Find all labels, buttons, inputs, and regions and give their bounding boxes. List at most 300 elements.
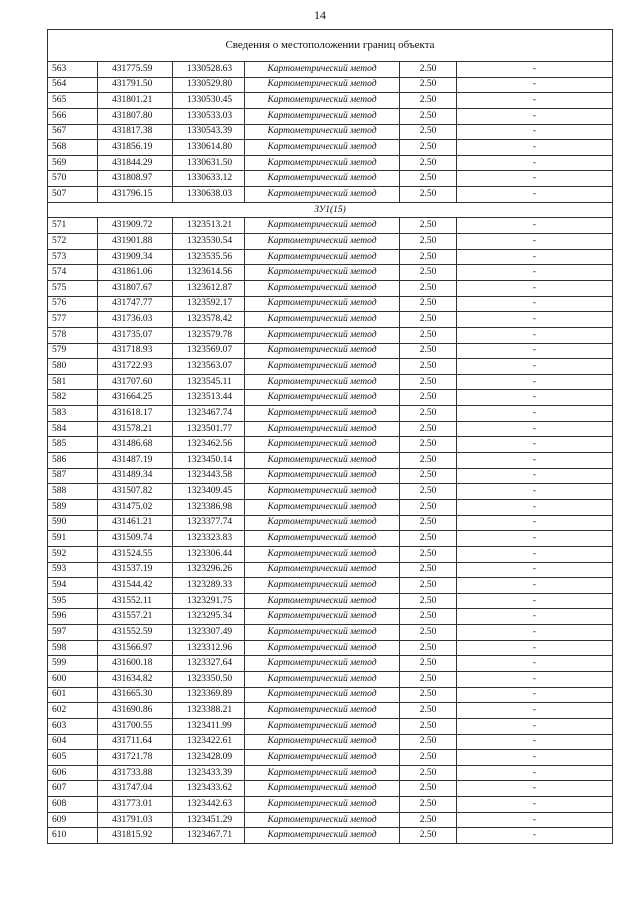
note-cell: - bbox=[457, 124, 613, 140]
point-number: 586 bbox=[48, 453, 98, 469]
table-row bbox=[48, 515, 613, 531]
method-cell: Картометрический метод bbox=[245, 343, 400, 359]
method-cell: Картометрический метод bbox=[245, 265, 400, 281]
y-coordinate: 1323369.89 bbox=[173, 687, 245, 703]
accuracy-cell: 2.50 bbox=[400, 155, 457, 171]
method-cell: Картометрический метод bbox=[245, 734, 400, 750]
y-coordinate: 1330530.45 bbox=[173, 93, 245, 109]
note-cell: - bbox=[457, 656, 613, 672]
accuracy-cell: 2.50 bbox=[400, 765, 457, 781]
note-cell: - bbox=[457, 734, 613, 750]
table-row bbox=[48, 406, 613, 422]
point-number: 572 bbox=[48, 234, 98, 250]
x-coordinate: 431509.74 bbox=[98, 531, 173, 547]
accuracy-cell: 2.50 bbox=[400, 687, 457, 703]
section-row bbox=[48, 202, 613, 218]
method-cell: Картометрический метод bbox=[245, 453, 400, 469]
accuracy-cell: 2.50 bbox=[400, 718, 457, 734]
method-cell: Картометрический метод bbox=[245, 718, 400, 734]
table-row bbox=[48, 234, 613, 250]
table-row bbox=[48, 421, 613, 437]
method-cell: Картометрический метод bbox=[245, 797, 400, 813]
table-row bbox=[48, 671, 613, 687]
y-coordinate: 1323289.33 bbox=[173, 578, 245, 594]
point-number: 507 bbox=[48, 187, 98, 203]
point-number: 585 bbox=[48, 437, 98, 453]
method-cell: Картометрический метод bbox=[245, 828, 400, 844]
point-number: 602 bbox=[48, 703, 98, 719]
note-cell: - bbox=[457, 781, 613, 797]
x-coordinate: 431796.15 bbox=[98, 187, 173, 203]
table-row bbox=[48, 828, 613, 844]
point-number: 576 bbox=[48, 296, 98, 312]
note-cell: - bbox=[457, 265, 613, 281]
method-cell: Картометрический метод bbox=[245, 531, 400, 547]
y-coordinate: 1323467.71 bbox=[173, 828, 245, 844]
method-cell: Картометрический метод bbox=[245, 671, 400, 687]
note-cell: - bbox=[457, 140, 613, 156]
x-coordinate: 431736.03 bbox=[98, 312, 173, 328]
point-number: 563 bbox=[48, 62, 98, 78]
table-row bbox=[48, 812, 613, 828]
page-number: 14 bbox=[314, 8, 326, 22]
accuracy-cell: 2.50 bbox=[400, 359, 457, 375]
y-coordinate: 1330638.03 bbox=[173, 187, 245, 203]
x-coordinate: 431537.19 bbox=[98, 562, 173, 578]
table-row bbox=[48, 93, 613, 109]
x-coordinate: 431566.97 bbox=[98, 640, 173, 656]
x-coordinate: 431901.88 bbox=[98, 234, 173, 250]
table-row bbox=[48, 781, 613, 797]
y-coordinate: 1323612.87 bbox=[173, 280, 245, 296]
method-cell: Картометрический метод bbox=[245, 140, 400, 156]
accuracy-cell: 2.50 bbox=[400, 828, 457, 844]
accuracy-cell: 2.50 bbox=[400, 312, 457, 328]
table-row bbox=[48, 265, 613, 281]
method-cell: Картометрический метод bbox=[245, 327, 400, 343]
note-cell: - bbox=[457, 515, 613, 531]
table-row bbox=[48, 625, 613, 641]
method-cell: Картометрический метод bbox=[245, 280, 400, 296]
accuracy-cell: 2.50 bbox=[400, 343, 457, 359]
x-coordinate: 431618.17 bbox=[98, 406, 173, 422]
method-cell: Картометрический метод bbox=[245, 77, 400, 93]
accuracy-cell: 2.50 bbox=[400, 108, 457, 124]
y-coordinate: 1323409.45 bbox=[173, 484, 245, 500]
y-coordinate: 1323513.21 bbox=[173, 218, 245, 234]
y-coordinate: 1323306.44 bbox=[173, 546, 245, 562]
note-cell: - bbox=[457, 609, 613, 625]
y-coordinate: 1323501.77 bbox=[173, 421, 245, 437]
y-coordinate: 1323388.21 bbox=[173, 703, 245, 719]
table-row bbox=[48, 77, 613, 93]
accuracy-cell: 2.50 bbox=[400, 578, 457, 594]
method-cell: Картометрический метод bbox=[245, 578, 400, 594]
note-cell: - bbox=[457, 578, 613, 594]
y-coordinate: 1323462.56 bbox=[173, 437, 245, 453]
point-number: 603 bbox=[48, 718, 98, 734]
accuracy-cell: 2.50 bbox=[400, 656, 457, 672]
accuracy-cell: 2.50 bbox=[400, 327, 457, 343]
note-cell: - bbox=[457, 531, 613, 547]
method-cell: Картометрический метод bbox=[245, 687, 400, 703]
table-row bbox=[48, 593, 613, 609]
table-row bbox=[48, 62, 613, 78]
x-coordinate: 431909.34 bbox=[98, 249, 173, 265]
note-cell: - bbox=[457, 108, 613, 124]
x-coordinate: 431817.38 bbox=[98, 124, 173, 140]
table-row bbox=[48, 155, 613, 171]
y-coordinate: 1323433.39 bbox=[173, 765, 245, 781]
table-row bbox=[48, 280, 613, 296]
accuracy-cell: 2.50 bbox=[400, 187, 457, 203]
method-cell: Картометрический метод bbox=[245, 515, 400, 531]
x-coordinate: 431707.60 bbox=[98, 374, 173, 390]
point-number: 594 bbox=[48, 578, 98, 594]
y-coordinate: 1330633.12 bbox=[173, 171, 245, 187]
point-number: 581 bbox=[48, 374, 98, 390]
x-coordinate: 431815.92 bbox=[98, 828, 173, 844]
method-cell: Картометрический метод bbox=[245, 703, 400, 719]
point-number: 597 bbox=[48, 625, 98, 641]
method-cell: Картометрический метод bbox=[245, 656, 400, 672]
x-coordinate: 431808.97 bbox=[98, 171, 173, 187]
x-coordinate: 431775.59 bbox=[98, 62, 173, 78]
y-coordinate: 1323428.09 bbox=[173, 750, 245, 766]
point-number: 609 bbox=[48, 812, 98, 828]
x-coordinate: 431856.19 bbox=[98, 140, 173, 156]
x-coordinate: 431909.72 bbox=[98, 218, 173, 234]
y-coordinate: 1323291.75 bbox=[173, 593, 245, 609]
table-row bbox=[48, 640, 613, 656]
accuracy-cell: 2.50 bbox=[400, 77, 457, 93]
table-row bbox=[48, 108, 613, 124]
accuracy-cell: 2.50 bbox=[400, 734, 457, 750]
method-cell: Картометрический метод bbox=[245, 62, 400, 78]
table-row bbox=[48, 468, 613, 484]
x-coordinate: 431807.67 bbox=[98, 280, 173, 296]
table-row bbox=[48, 453, 613, 469]
point-number: 592 bbox=[48, 546, 98, 562]
method-cell: Картометрический метод bbox=[245, 812, 400, 828]
method-cell: Картометрический метод bbox=[245, 312, 400, 328]
point-number: 610 bbox=[48, 828, 98, 844]
note-cell: - bbox=[457, 797, 613, 813]
table-row bbox=[48, 531, 613, 547]
x-coordinate: 431690.86 bbox=[98, 703, 173, 719]
method-cell: Картометрический метод bbox=[245, 234, 400, 250]
coordinates-table bbox=[47, 29, 613, 844]
x-coordinate: 431489.34 bbox=[98, 468, 173, 484]
note-cell: - bbox=[457, 171, 613, 187]
y-coordinate: 1323312.96 bbox=[173, 640, 245, 656]
y-coordinate: 1330533.03 bbox=[173, 108, 245, 124]
x-coordinate: 431718.93 bbox=[98, 343, 173, 359]
x-coordinate: 431791.50 bbox=[98, 77, 173, 93]
accuracy-cell: 2.50 bbox=[400, 249, 457, 265]
table-row bbox=[48, 718, 613, 734]
x-coordinate: 431634.82 bbox=[98, 671, 173, 687]
note-cell: - bbox=[457, 359, 613, 375]
accuracy-cell: 2.50 bbox=[400, 797, 457, 813]
point-number: 580 bbox=[48, 359, 98, 375]
accuracy-cell: 2.50 bbox=[400, 218, 457, 234]
accuracy-cell: 2.50 bbox=[400, 390, 457, 406]
table-row bbox=[48, 437, 613, 453]
point-number: 608 bbox=[48, 797, 98, 813]
method-cell: Картометрический метод bbox=[245, 406, 400, 422]
method-cell: Картометрический метод bbox=[245, 249, 400, 265]
y-coordinate: 1323579.78 bbox=[173, 327, 245, 343]
x-coordinate: 431578.21 bbox=[98, 421, 173, 437]
y-coordinate: 1323323.83 bbox=[173, 531, 245, 547]
y-coordinate: 1323307.49 bbox=[173, 625, 245, 641]
x-coordinate: 431733.88 bbox=[98, 765, 173, 781]
accuracy-cell: 2.50 bbox=[400, 171, 457, 187]
point-number: 570 bbox=[48, 171, 98, 187]
x-coordinate: 431791.03 bbox=[98, 812, 173, 828]
table-row bbox=[48, 578, 613, 594]
point-number: 571 bbox=[48, 218, 98, 234]
table-row bbox=[48, 171, 613, 187]
note-cell: - bbox=[457, 421, 613, 437]
point-number: 569 bbox=[48, 155, 98, 171]
point-number: 568 bbox=[48, 140, 98, 156]
table-row bbox=[48, 140, 613, 156]
y-coordinate: 1323578.42 bbox=[173, 312, 245, 328]
note-cell: - bbox=[457, 187, 613, 203]
x-coordinate: 431486.68 bbox=[98, 437, 173, 453]
point-number: 605 bbox=[48, 750, 98, 766]
y-coordinate: 1330543.39 bbox=[173, 124, 245, 140]
accuracy-cell: 2.50 bbox=[400, 484, 457, 500]
table-row bbox=[48, 546, 613, 562]
note-cell: - bbox=[457, 687, 613, 703]
table-row bbox=[48, 124, 613, 140]
method-cell: Картометрический метод bbox=[245, 171, 400, 187]
table-row bbox=[48, 734, 613, 750]
y-coordinate: 1323545.11 bbox=[173, 374, 245, 390]
accuracy-cell: 2.50 bbox=[400, 562, 457, 578]
table-header-row bbox=[48, 30, 613, 62]
note-cell: - bbox=[457, 374, 613, 390]
point-number: 564 bbox=[48, 77, 98, 93]
point-number: 577 bbox=[48, 312, 98, 328]
x-coordinate: 431711.64 bbox=[98, 734, 173, 750]
y-coordinate: 1323433.62 bbox=[173, 781, 245, 797]
point-number: 565 bbox=[48, 93, 98, 109]
note-cell: - bbox=[457, 280, 613, 296]
method-cell: Картометрический метод bbox=[245, 765, 400, 781]
note-cell: - bbox=[457, 406, 613, 422]
accuracy-cell: 2.50 bbox=[400, 374, 457, 390]
x-coordinate: 431722.93 bbox=[98, 359, 173, 375]
point-number: 579 bbox=[48, 343, 98, 359]
table-row bbox=[48, 374, 613, 390]
y-coordinate: 1323411.99 bbox=[173, 718, 245, 734]
point-number: 595 bbox=[48, 593, 98, 609]
x-coordinate: 431552.59 bbox=[98, 625, 173, 641]
method-cell: Картометрический метод bbox=[245, 640, 400, 656]
note-cell: - bbox=[457, 640, 613, 656]
method-cell: Картометрический метод bbox=[245, 108, 400, 124]
accuracy-cell: 2.50 bbox=[400, 499, 457, 515]
point-number: 593 bbox=[48, 562, 98, 578]
accuracy-cell: 2.50 bbox=[400, 265, 457, 281]
note-cell: - bbox=[457, 765, 613, 781]
table-row bbox=[48, 703, 613, 719]
x-coordinate: 431507.82 bbox=[98, 484, 173, 500]
y-coordinate: 1323350.50 bbox=[173, 671, 245, 687]
point-number: 578 bbox=[48, 327, 98, 343]
accuracy-cell: 2.50 bbox=[400, 546, 457, 562]
note-cell: - bbox=[457, 484, 613, 500]
y-coordinate: 1323386.98 bbox=[173, 499, 245, 515]
note-cell: - bbox=[457, 155, 613, 171]
method-cell: Картометрический метод bbox=[245, 562, 400, 578]
accuracy-cell: 2.50 bbox=[400, 453, 457, 469]
note-cell: - bbox=[457, 671, 613, 687]
accuracy-cell: 2.50 bbox=[400, 671, 457, 687]
x-coordinate: 431861.06 bbox=[98, 265, 173, 281]
method-cell: Картометрический метод bbox=[245, 625, 400, 641]
note-cell: - bbox=[457, 249, 613, 265]
method-cell: Картометрический метод bbox=[245, 93, 400, 109]
point-number: 604 bbox=[48, 734, 98, 750]
point-number: 588 bbox=[48, 484, 98, 500]
table-row bbox=[48, 499, 613, 515]
table-row bbox=[48, 327, 613, 343]
note-cell: - bbox=[457, 468, 613, 484]
method-cell: Картометрический метод bbox=[245, 296, 400, 312]
note-cell: - bbox=[457, 234, 613, 250]
x-coordinate: 431801.21 bbox=[98, 93, 173, 109]
x-coordinate: 431461.21 bbox=[98, 515, 173, 531]
note-cell: - bbox=[457, 562, 613, 578]
note-cell: - bbox=[457, 828, 613, 844]
method-cell: Картометрический метод bbox=[245, 374, 400, 390]
table-row bbox=[48, 218, 613, 234]
accuracy-cell: 2.50 bbox=[400, 640, 457, 656]
note-cell: - bbox=[457, 312, 613, 328]
y-coordinate: 1323450.14 bbox=[173, 453, 245, 469]
method-cell: Картометрический метод bbox=[245, 546, 400, 562]
table-row bbox=[48, 562, 613, 578]
point-number: 587 bbox=[48, 468, 98, 484]
x-coordinate: 431600.18 bbox=[98, 656, 173, 672]
table-row bbox=[48, 390, 613, 406]
method-cell: Картометрический метод bbox=[245, 609, 400, 625]
y-coordinate: 1330631.50 bbox=[173, 155, 245, 171]
x-coordinate: 431552.11 bbox=[98, 593, 173, 609]
point-number: 584 bbox=[48, 421, 98, 437]
method-cell: Картометрический метод bbox=[245, 390, 400, 406]
point-number: 596 bbox=[48, 609, 98, 625]
table-row bbox=[48, 609, 613, 625]
table-row bbox=[48, 296, 613, 312]
point-number: 566 bbox=[48, 108, 98, 124]
table-row bbox=[48, 797, 613, 813]
y-coordinate: 1330529.80 bbox=[173, 77, 245, 93]
point-number: 575 bbox=[48, 280, 98, 296]
accuracy-cell: 2.50 bbox=[400, 93, 457, 109]
accuracy-cell: 2.50 bbox=[400, 437, 457, 453]
note-cell: - bbox=[457, 296, 613, 312]
accuracy-cell: 2.50 bbox=[400, 280, 457, 296]
accuracy-cell: 2.50 bbox=[400, 750, 457, 766]
y-coordinate: 1323592.17 bbox=[173, 296, 245, 312]
x-coordinate: 431747.04 bbox=[98, 781, 173, 797]
x-coordinate: 431807.80 bbox=[98, 108, 173, 124]
note-cell: - bbox=[457, 499, 613, 515]
x-coordinate: 431721.78 bbox=[98, 750, 173, 766]
method-cell: Картометрический метод bbox=[245, 359, 400, 375]
point-number: 601 bbox=[48, 687, 98, 703]
x-coordinate: 431487.19 bbox=[98, 453, 173, 469]
table-row bbox=[48, 312, 613, 328]
method-cell: Картометрический метод bbox=[245, 781, 400, 797]
point-number: 567 bbox=[48, 124, 98, 140]
y-coordinate: 1323614.56 bbox=[173, 265, 245, 281]
section-title: ЗУ1(15) bbox=[48, 202, 613, 218]
y-coordinate: 1323535.56 bbox=[173, 249, 245, 265]
accuracy-cell: 2.50 bbox=[400, 62, 457, 78]
x-coordinate: 431557.21 bbox=[98, 609, 173, 625]
y-coordinate: 1323442.63 bbox=[173, 797, 245, 813]
point-number: 600 bbox=[48, 671, 98, 687]
point-number: 591 bbox=[48, 531, 98, 547]
table-row bbox=[48, 750, 613, 766]
note-cell: - bbox=[457, 703, 613, 719]
accuracy-cell: 2.50 bbox=[400, 140, 457, 156]
table-row bbox=[48, 484, 613, 500]
point-number: 607 bbox=[48, 781, 98, 797]
x-coordinate: 431475.02 bbox=[98, 499, 173, 515]
x-coordinate: 431773.01 bbox=[98, 797, 173, 813]
accuracy-cell: 2.50 bbox=[400, 406, 457, 422]
note-cell: - bbox=[457, 453, 613, 469]
x-coordinate: 431735.07 bbox=[98, 327, 173, 343]
method-cell: Картометрический метод bbox=[245, 187, 400, 203]
y-coordinate: 1323443.58 bbox=[173, 468, 245, 484]
table-row bbox=[48, 187, 613, 203]
point-number: 574 bbox=[48, 265, 98, 281]
accuracy-cell: 2.50 bbox=[400, 812, 457, 828]
x-coordinate: 431665.30 bbox=[98, 687, 173, 703]
y-coordinate: 1323467.74 bbox=[173, 406, 245, 422]
method-cell: Картометрический метод bbox=[245, 468, 400, 484]
y-coordinate: 1323451.29 bbox=[173, 812, 245, 828]
point-number: 582 bbox=[48, 390, 98, 406]
y-coordinate: 1330614.80 bbox=[173, 140, 245, 156]
table-row bbox=[48, 656, 613, 672]
method-cell: Картометрический метод bbox=[245, 124, 400, 140]
accuracy-cell: 2.50 bbox=[400, 234, 457, 250]
accuracy-cell: 2.50 bbox=[400, 593, 457, 609]
accuracy-cell: 2.50 bbox=[400, 609, 457, 625]
method-cell: Картометрический метод bbox=[245, 499, 400, 515]
table-row bbox=[48, 765, 613, 781]
note-cell: - bbox=[457, 546, 613, 562]
y-coordinate: 1330528.63 bbox=[173, 62, 245, 78]
method-cell: Картометрический метод bbox=[245, 750, 400, 766]
note-cell: - bbox=[457, 62, 613, 78]
accuracy-cell: 2.50 bbox=[400, 703, 457, 719]
accuracy-cell: 2.50 bbox=[400, 531, 457, 547]
y-coordinate: 1323296.26 bbox=[173, 562, 245, 578]
accuracy-cell: 2.50 bbox=[400, 421, 457, 437]
y-coordinate: 1323327.64 bbox=[173, 656, 245, 672]
